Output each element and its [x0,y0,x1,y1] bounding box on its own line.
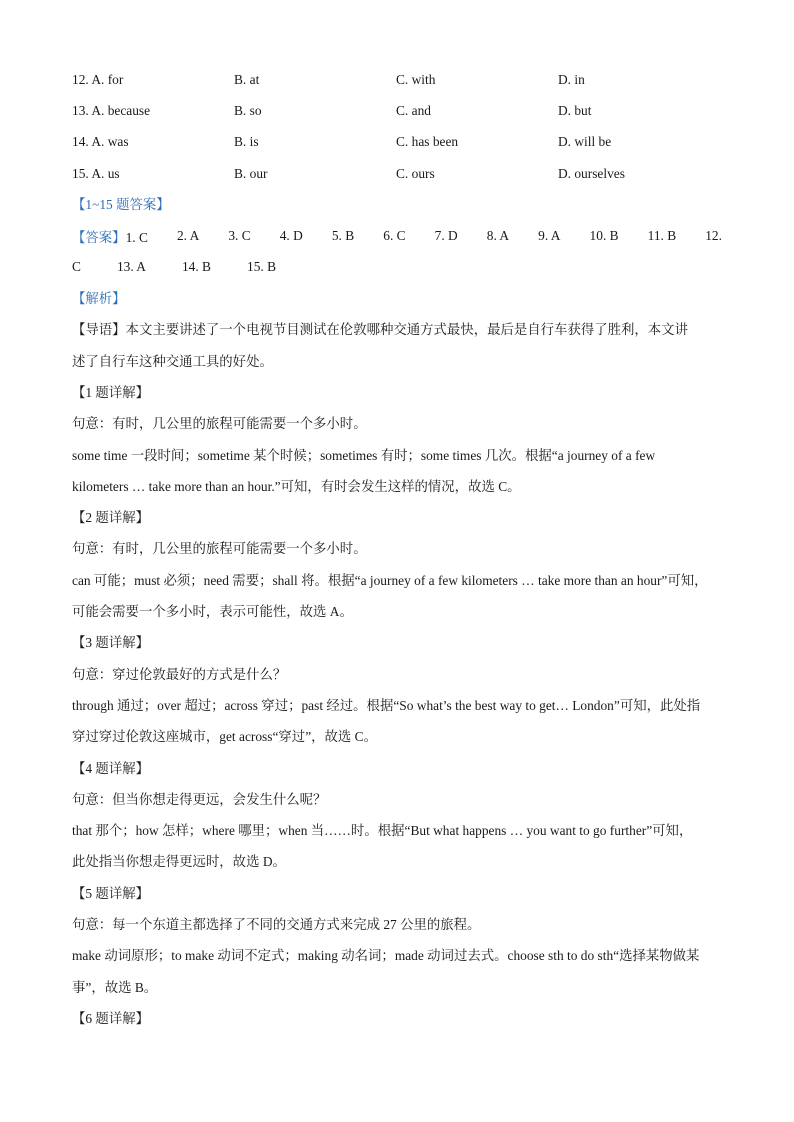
question-5-meaning: 句意：每一个东道主都选择了不同的交通方式来完成 27 公里的旅程。 [72,917,481,933]
option-a: 14. A. was [72,134,129,150]
answers-line-2 [72,252,722,283]
answer-item: 1. C [125,229,148,245]
analysis-body [72,314,722,1034]
intro-line: 【导语】本文主要讲述了一个电视节目测试在伦敦哪种交通方式最快，最后是自行车获得了胜利，本文讲 [72,322,688,338]
answer-item: 3. C [228,228,251,244]
option-d: D. ourselves [558,165,625,181]
answer-item: 11. B [647,228,677,244]
option-b: B. at [234,71,260,87]
question-2-meaning: 句意：有时，几公里的旅程可能需要一个多小时。 [72,541,367,557]
answer-item: 9. A [538,228,561,244]
option-row-14 [72,127,722,158]
question-4-explanation: 此处指当你想走得更远时，故选 D。 [72,854,286,870]
question-1-meaning: 句意：有时，几公里的旅程可能需要一个多小时。 [72,416,367,432]
analysis-label: 【解析】 [72,291,126,307]
question-1-heading: 【1 题详解】 [72,384,149,400]
question-2-explanation: 可能会需要一个多小时，表示可能性，故选 A。 [72,604,353,620]
answer-item: 5. B [331,228,355,244]
option-a: 13. A. because [72,102,151,118]
answer-item: 7. D [434,228,458,244]
option-c: C. ours [396,165,435,181]
question-5-explanation: 事”，故选 B。 [72,979,158,995]
question-4-explanation: that 那个；how 怎样；where 哪里；when 当……时。根据“But what happens … you want to go further”可知， [72,823,693,839]
question-4-meaning: 句意：但当你想走得更远，会发生什么呢？ [72,791,327,807]
answer-item: 13. A [116,259,146,275]
intro-line: 述了自行车这种交通工具的好处。 [72,353,273,369]
answer-item: 2. A [176,228,200,244]
answer-item: 10. B [589,228,619,244]
question-2-heading: 【2 题详解】 [72,510,149,526]
question-1-explanation: kilometers … take more than an hour.”可知，有时会发生这样的情况，故选 C。 [72,478,521,494]
question-3-meaning: 句意：穿过伦敦最好的方式是什么？ [72,666,287,682]
option-c: C. with [396,71,436,87]
question-1-explanation: some time 一段时间；sometime 某个时候；sometimes 有时；some times 几次。根据“a journey of a few [72,447,656,463]
option-a: 15. A. us [72,165,120,181]
question-3-explanation: through 通过；over 超过；across 穿过；past 经过。根据“So what’s the best way to get… London”可知，此处指 [72,697,701,713]
answer-item: 6. C [383,228,406,244]
question-2-explanation: can 可能；must 必须；need 需要；shall 将。根据“a journey of a few kilometers … take more than an hour”可知， [72,572,708,588]
question-3-heading: 【3 题详解】 [72,635,149,651]
answer-item: 4. D [279,228,303,244]
question-6-heading: 【6 题详解】 [72,1010,149,1026]
answer-item: 15. B [247,259,277,275]
option-d: D. will be [558,134,612,150]
question-3-explanation: 穿过穿过伦敦这座城市，get across“穿过”，故选 C。 [72,729,377,745]
answer-section-header: 【1~15 题答案】 [72,197,170,213]
option-row-13 [72,95,722,126]
answers-line-1 [72,220,722,251]
option-c: C. and [396,102,431,118]
answer-item: 12. [705,228,722,244]
option-row-12 [72,64,722,95]
option-b: B. our [234,165,268,181]
question-5-explanation: make 动词原形；to make 动词不定式；making 动名词；made 动词过去式。choose sth to do sth“选择某物做某 [72,948,700,964]
option-c: C. has been [396,134,459,150]
answer-item: 8. A [486,228,510,244]
answer-item: 14. B [181,259,211,275]
answer-label: 【答案】 [72,229,126,245]
option-b: B. is [234,134,259,150]
option-d: D. but [558,102,592,118]
option-a: 12. A. for [72,71,124,87]
options-block [72,64,722,189]
document-page [72,64,722,1034]
option-row-15 [72,158,722,189]
answer-item: C [72,259,81,275]
option-b: B. so [234,102,262,118]
question-4-heading: 【4 题详解】 [72,760,149,776]
question-5-heading: 【5 题详解】 [72,885,149,901]
option-d: D. in [558,71,585,87]
